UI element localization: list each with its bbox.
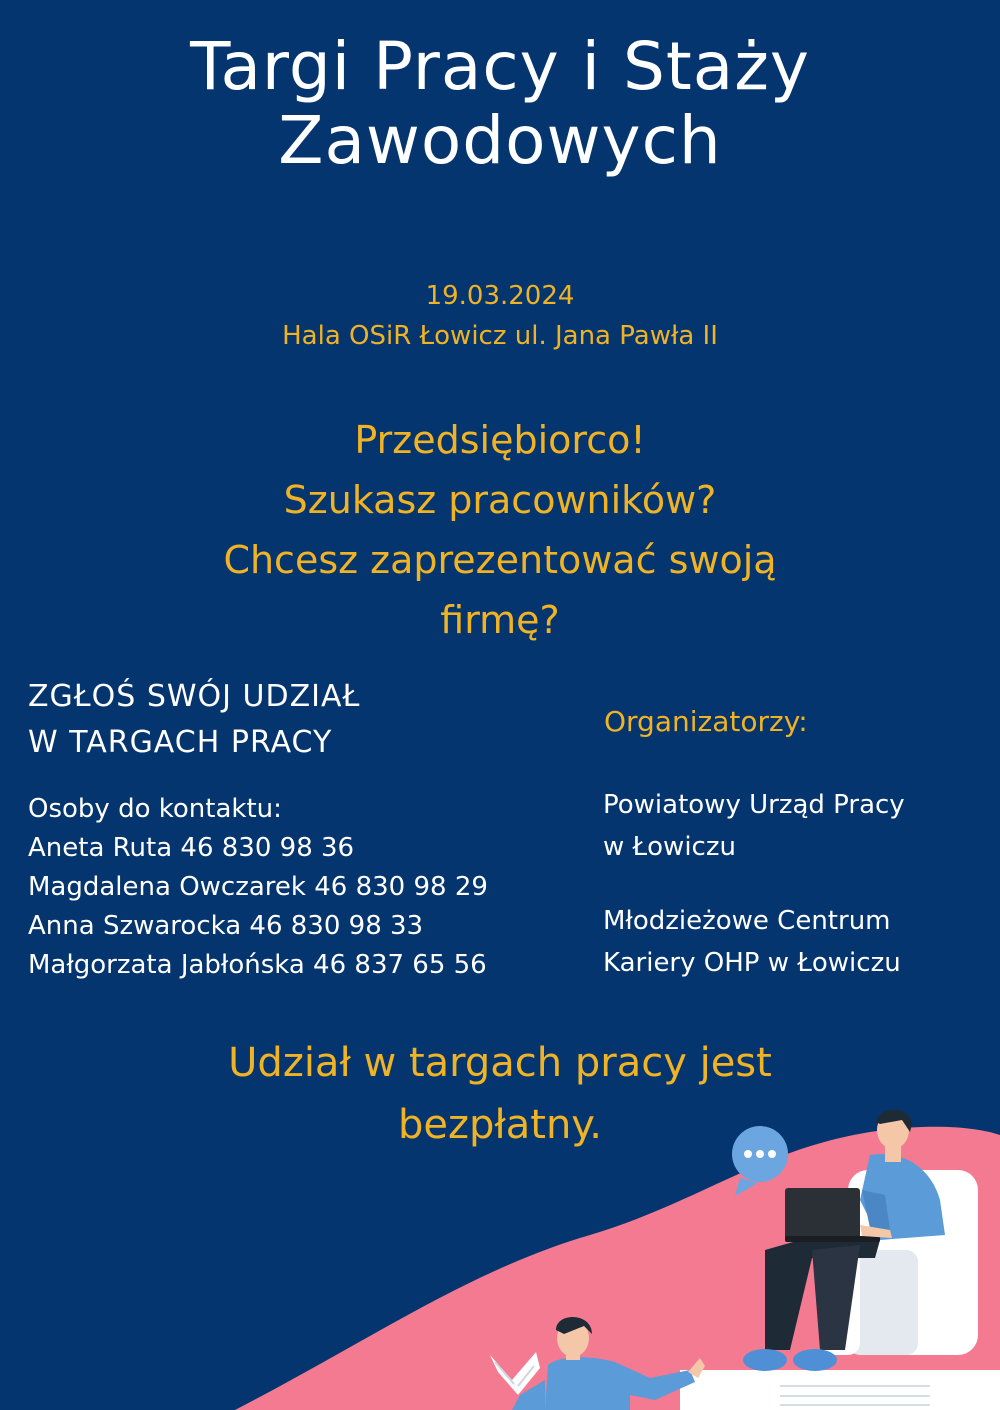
- title-line-1: Targi Pracy i Staży: [190, 28, 810, 105]
- people-illustration: [0, 1100, 1000, 1410]
- organizers-heading: Organizatorzy:: [604, 705, 808, 738]
- contact-person: Aneta Ruta 46 830 98 36: [28, 833, 355, 863]
- organizer-1: [603, 784, 905, 868]
- contacts-section: [28, 790, 488, 985]
- headline-line-2: Szukasz pracowników?: [283, 478, 717, 522]
- poster-title: [0, 30, 1000, 178]
- event-location: Hala OSiR Łowicz ul. Jana Pawła II: [282, 321, 718, 351]
- organizer-2-line-1: Młodzieżowe Centrum: [603, 906, 891, 936]
- signup-callout: [28, 674, 360, 766]
- contact-person: Małgorzata Jabłońska 46 837 65 56: [28, 950, 487, 980]
- signup-line-2: W TARGACH PRACY: [28, 725, 333, 760]
- headline: [0, 410, 1000, 650]
- table-shape: [680, 1370, 1000, 1410]
- organizer-1-line-1: Powiatowy Urząd Pracy: [603, 790, 905, 820]
- headline-line-4: firmę?: [440, 598, 560, 642]
- footer-line-2: bezpłatny.: [398, 1102, 602, 1148]
- headline-line-3: Chcesz zaprezentować swoją: [223, 538, 777, 582]
- contacts-heading: Osoby do kontaktu:: [28, 794, 282, 824]
- contact-person: Magdalena Owczarek 46 830 98 29: [28, 872, 488, 902]
- title-line-2: Zawodowych: [278, 102, 722, 179]
- footer-line-1: Udział w targach pracy jest: [228, 1040, 772, 1086]
- organizer-1-line-2: w Łowiczu: [603, 832, 736, 862]
- organizer-2-line-2: Kariery OHP w Łowiczu: [603, 948, 901, 978]
- event-details: [0, 276, 1000, 356]
- signup-line-1: ZGŁOŚ SWÓJ UDZIAŁ: [28, 679, 361, 714]
- contact-person: Anna Szwarocka 46 830 98 33: [28, 911, 424, 941]
- organizer-2: [603, 900, 901, 984]
- headline-line-1: Przedsiębiorco!: [354, 418, 646, 462]
- event-date: 19.03.2024: [425, 281, 575, 311]
